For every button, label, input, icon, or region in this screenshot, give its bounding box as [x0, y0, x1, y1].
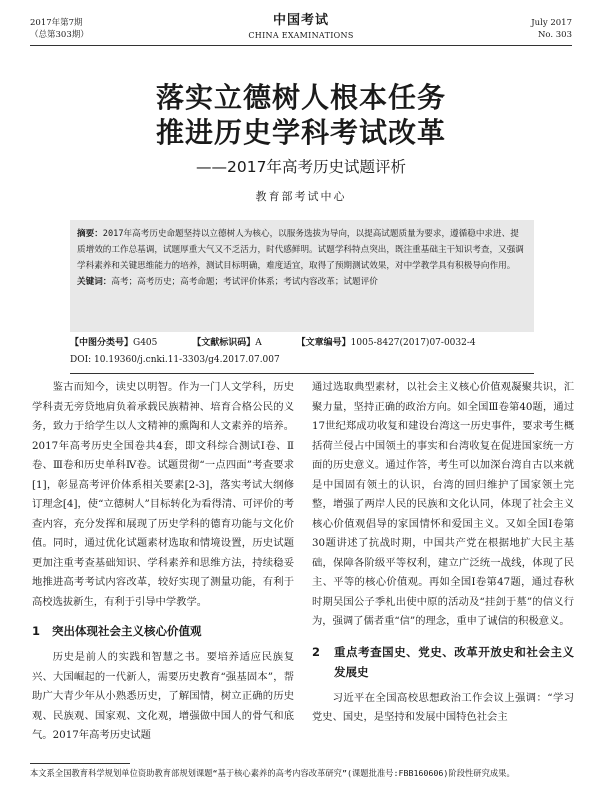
- section-1-heading: [32, 621, 294, 641]
- section-1-title: 突出体现社会主义核心价值观: [52, 624, 202, 638]
- section-2-number: 2: [312, 644, 321, 659]
- continued-paragraph: 通过选取典型素材，以社会主义核心价值观凝聚共识，汇聚力量，坚持正确的政治方向。如全国Ⅲ卷第40题，通过17世纪郑成功收复和建设台湾这一历史事件，要求考生概括荷兰侵占中国领土的事实和台湾收复在促进国家统一方面的历史意义。通过作答，考生可以加深台湾自古以来就是中国固有领土的认识，台湾的回归维护了国家领土完整，增强了两岸人民的民族和文化认同，体现了社会主义核心价值观倡导的家国情怀和爱国主义。又如全国Ⅰ卷第30题讲述了抗战时期，中国共产党在根据地扩大民主基础，保障各阶级平等权利，建立广泛统一战线，体现了民主、平等的核心价值观。再如全国Ⅰ卷第47题，通过春秋时期吴国公子季札出使中原的活动及“挂剑于墓”的信义行为，强调了儒者重“信”的理念，重申了诚信的积极意义。: [312, 381, 574, 627]
- article-title: [0, 80, 602, 150]
- doi: DOI: 10.19360/j.cnki.11-3303/g4.2017.07.007: [70, 355, 280, 365]
- funding-footnote: 本文系全国教育科学规划单位资助教育部规划课题“基于核心素养的高考内容改革研究”(课题批准号:FBB160606)阶段性研究成果。: [30, 768, 515, 778]
- section-2-title: 重点考查国史、党史、改革开放史和社会主义发展史: [334, 644, 574, 679]
- clc-label: 【中图分类号】: [70, 338, 134, 348]
- issue-total: （总第303期）: [30, 30, 89, 40]
- issue-no: No. 303: [537, 30, 572, 40]
- body-column-right: [312, 378, 574, 728]
- article-id-value: 1005-8427(2017)07-0032-4: [350, 338, 476, 348]
- intro-paragraph: 鉴古而知今，读史以明智。作为一门人文学科，历史学科责无旁贷地肩负着承载民族精神、培育合格公民的义务，致力于给学生以人文精神的熏陶和人文素养的培养。2017年高考历史全国卷共4套，即文科综合测试Ⅰ卷、Ⅱ卷、Ⅲ卷和历史单科Ⅳ卷。试题贯彻“一点四面”考查要求[1]，彰显高考评价体系相关要素[2-3]，落实考试大纲修订理念[4]，使“立德树人”目标转化为看得清、可评价的考查内容，充分发挥和展现了历史学科的德育功能与文化价值。同时，通过优化试题素材选取和情境设置，历史试题更加注重考查基础知识、学科素养和思维方法，持续稳妥地推进高考考试内容改革，较好实现了测量功能，有利于高校选拔新生，有利于引导中学教学。: [32, 381, 294, 608]
- keywords-text: 高考；高考历史；高考命题；考试评价体系；考试内容改革；试题评价: [111, 277, 378, 287]
- issue-date: July 2017: [531, 18, 572, 28]
- article-metadata: [70, 335, 534, 374]
- journal-name-en: CHINA EXAMINATIONS: [248, 31, 354, 40]
- abstract-text: 2017年高考历史命题坚持以立德树人为核心，以服务选拔为导向，以提高试题质量为要求，遵循稳中求进、提质增效的工作总基调，试题厚重大气又不乏活力，时代感鲜明。试题学科特点突出，既注重基础主干知识考查，又强调学科素养和关键思维能力的培养，测试目标明确，难度适宜，取得了预期测试效果，对中学教学具有积极导向作用。: [77, 229, 524, 271]
- header-divider: [30, 45, 572, 46]
- article-id-label: 【文章编号】: [296, 338, 351, 348]
- journal-name: [0, 12, 602, 42]
- footnote-divider: [30, 763, 130, 764]
- clc-value: G405: [133, 338, 158, 348]
- abstract-label: 摘要：: [77, 229, 103, 239]
- issue-number: 2017年第7期: [30, 18, 83, 28]
- title-line-2: 推进历史学科考试改革: [155, 116, 446, 149]
- section-2-paragraph: 习近平在全国高校思想政治工作会议上强调：“学习党史、国史，是坚持和发展中国特色社会主: [312, 691, 574, 723]
- abstract-box: [70, 220, 534, 332]
- journal-name-cn: 中国考试: [272, 13, 329, 28]
- section-2-heading: [312, 642, 574, 682]
- keywords-label: 关键词：: [77, 277, 112, 287]
- body-column-left: [32, 378, 294, 746]
- issue-info-en: [531, 17, 572, 41]
- title-line-1: 落实立德树人根本任务: [155, 81, 446, 114]
- abstract: [77, 226, 527, 274]
- section-1-number: 1: [32, 624, 41, 638]
- doc-code-label: 【文献标识码】: [192, 338, 256, 348]
- article-subtitle: ——2017年高考历史试题评析: [196, 158, 406, 176]
- keywords: [77, 274, 527, 290]
- section-1-paragraph: 历史是前人的实践和智慧之书。要培养适应民族复兴、大国崛起的一代新人，需要历史教育“强基固本”，帮助广大青少年从小熟悉历史，了解国情，树立正确的历史观、民族观、国家观、文化观，增强做中国人的骨气和底气。2017年高考历史试题: [32, 651, 294, 741]
- author: 教育部考试中心: [255, 190, 347, 203]
- doc-code-value: A: [255, 338, 262, 348]
